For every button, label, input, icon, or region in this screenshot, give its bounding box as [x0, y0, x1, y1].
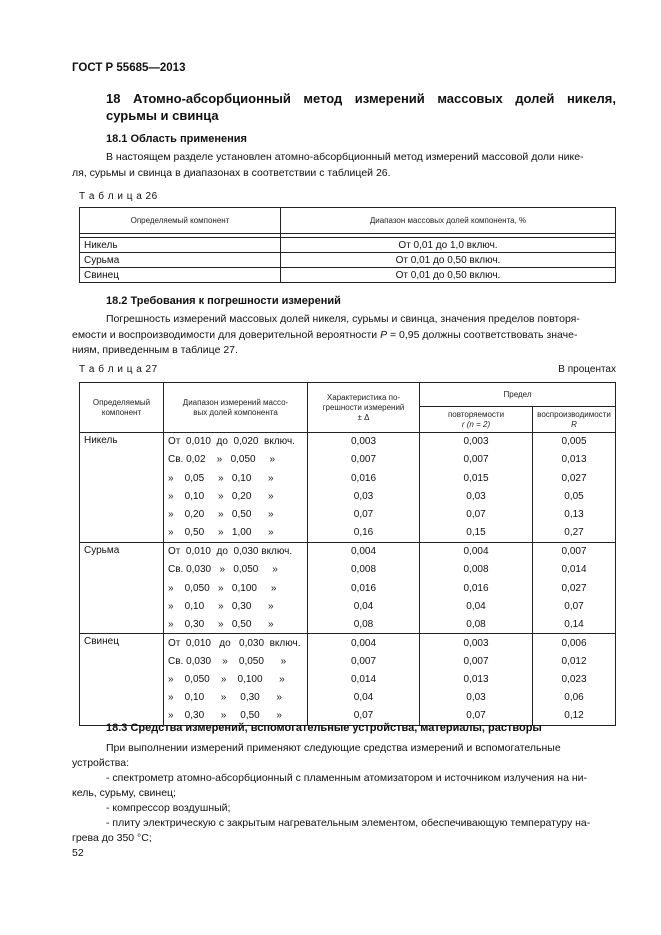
range-cell: » 0,05 » 0,10 » [164, 469, 308, 487]
range-cell: » 0,30 » 0,50 » [164, 615, 308, 633]
section-18-2-title: 18.2 Требования к погрешности измерений [106, 295, 341, 307]
delta-cell: 0,014 [308, 670, 420, 688]
reproducibility-cell: 0,27 [533, 524, 616, 542]
delta-cell: 0,08 [308, 615, 420, 633]
component-name: Никель [80, 433, 164, 543]
repeatability-cell: 0,013 [420, 670, 533, 688]
reproducibility-cell: 0,014 [533, 561, 616, 579]
section-18-3-title: 18.3 Средства измерений, вспомогательные устройства, материалы, растворы [106, 722, 542, 734]
range-cell: Св. 0,030 » 0,050 » [164, 561, 308, 579]
table-27 [79, 382, 616, 726]
section-18-2-text: Погрешность измерений массовых долей никеля, сурьмы и свинца, значения пределов повторя- емости и воспроизводимости для доверительной вероятности Р = 0,95 должны соответствовать значе- ниям, приведенным в таблице 27. [72, 313, 580, 356]
t27-header-range: Диапазон измерений массо- вых долей компонента [164, 383, 308, 433]
range-cell: » 0,30 » 0,50 » [164, 707, 308, 725]
reproducibility-cell: 0,007 [533, 542, 616, 560]
range-cell: » 0,10 » 0,30 » [164, 689, 308, 707]
reproducibility-cell: 0,027 [533, 469, 616, 487]
range-cell: » 0,50 » 1,00 » [164, 524, 308, 542]
section-18-3-text: При выполнении измерений применяют следующие средства измерений и вспомогательные устройства: - спектрометр атомно-абсорбционный с пламенным атомизатором и источником излучения на ни- кель, сурьму, свинец; - компрессор воздушный; - плиту электрическую с закрытым нагревательным элементом, обеспечивающую температуру на- грева до 350 °С; [72, 742, 591, 844]
range-cell: » 0,050 » 0,100 » [164, 670, 308, 688]
repeatability-cell: 0,016 [420, 579, 533, 597]
t27-header-repeatability: повторяемости r (n = 2) [420, 407, 533, 433]
range-cell: » 0,20 » 0,50 » [164, 506, 308, 524]
repeatability-cell: 0,015 [420, 469, 533, 487]
repeatability-cell: 0,008 [420, 561, 533, 579]
delta-cell: 0,004 [308, 634, 420, 652]
delta-cell: 0,03 [308, 487, 420, 505]
table-row: Никель От 0,01 до 1,0 включ. [80, 238, 616, 253]
repeatability-cell: 0,07 [420, 707, 533, 725]
range-cell: » 0,10 » 0,20 » [164, 487, 308, 505]
section-18-1-title: 18.1 Область применения [106, 133, 247, 145]
range-cell: От 0,010 до 0,020 включ. [164, 433, 308, 451]
repeatability-cell: 0,15 [420, 524, 533, 542]
range-cell: Св. 0,02 » 0,050 » [164, 451, 308, 469]
component-name: Свинец [80, 634, 164, 725]
reproducibility-cell: 0,005 [533, 433, 616, 451]
reproducibility-cell: 0,013 [533, 451, 616, 469]
table-27-unit: В процентах [558, 364, 616, 375]
delta-cell: 0,008 [308, 561, 420, 579]
range-cell: От 0,010 до 0,030 включ. [164, 634, 308, 652]
repeatability-cell: 0,007 [420, 652, 533, 670]
delta-cell: 0,003 [308, 433, 420, 451]
repeatability-cell: 0,004 [420, 542, 533, 560]
reproducibility-cell: 0,06 [533, 689, 616, 707]
range-cell: Св. 0,030 » 0,050 » [164, 652, 308, 670]
standard-header: ГОСТ Р 55685—2013 [72, 62, 186, 74]
page-number: 52 [72, 847, 84, 859]
delta-cell: 0,007 [308, 451, 420, 469]
reproducibility-cell: 0,12 [533, 707, 616, 725]
table-26 [79, 207, 616, 283]
delta-cell: 0,04 [308, 597, 420, 615]
reproducibility-cell: 0,006 [533, 634, 616, 652]
table-row [80, 634, 616, 652]
section-18-title: 18 Атомно-абсорбционный метод измерений массовых долей никеля, сурьмы и свинца [106, 91, 616, 123]
table-26-header-component: Определяемый компонент [80, 208, 281, 234]
delta-cell: 0,16 [308, 524, 420, 542]
table-row [80, 542, 616, 560]
reproducibility-cell: 0,13 [533, 506, 616, 524]
delta-cell: 0,04 [308, 689, 420, 707]
delta-cell: 0,016 [308, 579, 420, 597]
repeatability-cell: 0,07 [420, 506, 533, 524]
reproducibility-cell: 0,05 [533, 487, 616, 505]
reproducibility-cell: 0,14 [533, 615, 616, 633]
t27-header-delta: Характеристика по- грешности измерений ± Δ [308, 383, 420, 433]
repeatability-cell: 0,003 [420, 634, 533, 652]
component-name: Сурьма [80, 542, 164, 633]
range-cell: От 0,010 до 0,030 включ. [164, 542, 308, 560]
range-cell: » 0,050 » 0,100 » [164, 579, 308, 597]
section-18-1-text: В настоящем разделе установлен атомно-абсорбционный метод измерений массовой доли нике- ля, сурьмы и свинца в диапазонах в соответствии с таблицей 26. [72, 151, 584, 179]
repeatability-cell: 0,003 [420, 433, 533, 451]
reproducibility-cell: 0,027 [533, 579, 616, 597]
table-row: Свинец От 0,01 до 0,50 включ. [80, 268, 616, 283]
table-26-header-range: Диапазон массовых долей компонента, % [281, 208, 616, 234]
delta-cell: 0,004 [308, 542, 420, 560]
repeatability-cell: 0,04 [420, 597, 533, 615]
table-row: Сурьма От 0,01 до 0,50 включ. [80, 253, 616, 268]
delta-cell: 0,016 [308, 469, 420, 487]
reproducibility-cell: 0,012 [533, 652, 616, 670]
reproducibility-cell: 0,07 [533, 597, 616, 615]
delta-cell: 0,07 [308, 506, 420, 524]
t27-header-limit: Предел [420, 383, 616, 407]
table-26-caption: Т а б л и ц а 26 [79, 191, 158, 202]
repeatability-cell: 0,007 [420, 451, 533, 469]
t27-header-component: Определяемый компонент [80, 383, 164, 433]
delta-cell: 0,007 [308, 652, 420, 670]
range-cell: » 0,10 » 0,30 » [164, 597, 308, 615]
table-27-caption: Т а б л и ц а 27 [79, 364, 158, 375]
delta-cell: 0,07 [308, 707, 420, 725]
reproducibility-cell: 0,023 [533, 670, 616, 688]
repeatability-cell: 0,08 [420, 615, 533, 633]
repeatability-cell: 0,03 [420, 487, 533, 505]
repeatability-cell: 0,03 [420, 689, 533, 707]
t27-header-reproducibility: воспроизводимости R [533, 407, 616, 433]
table-row [80, 433, 616, 451]
